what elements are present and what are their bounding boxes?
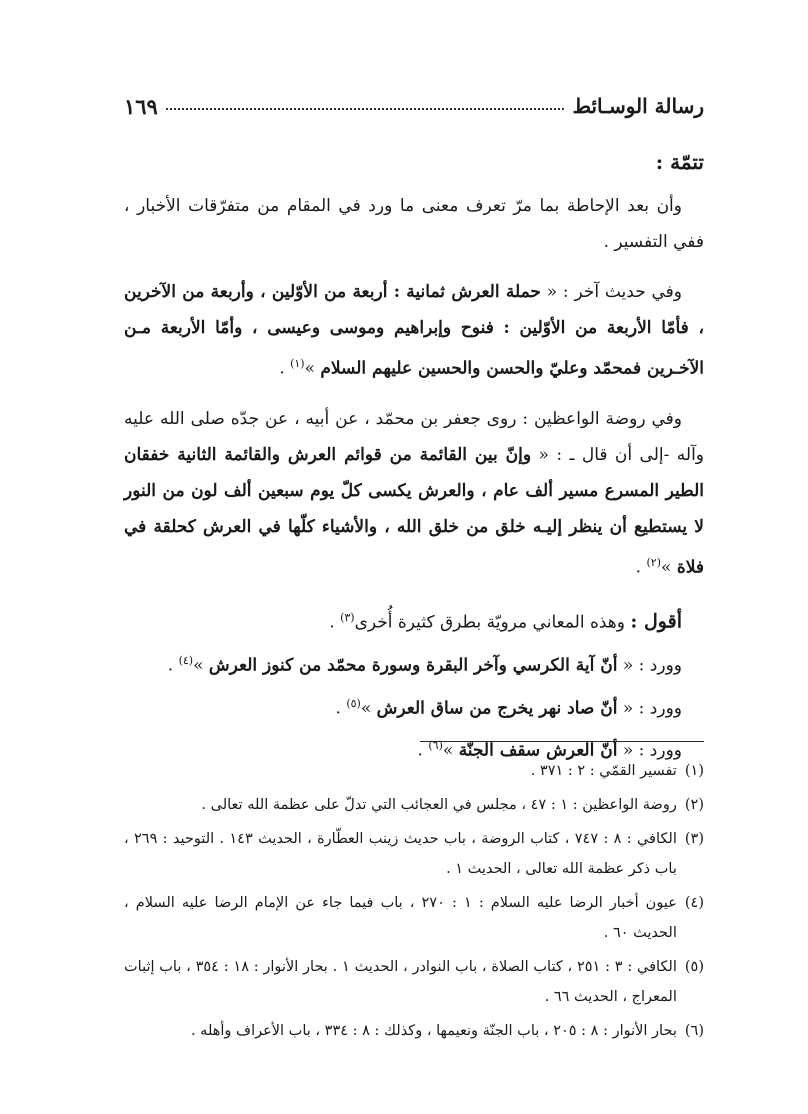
footnote-number: (٢) [684,797,704,813]
page-header [124,86,704,126]
footnote-ref[interactable]: (٢) [646,555,661,569]
paragraph-prefix: وفي حديث آخر : « [540,282,682,302]
footnote-number: (٤) [684,895,704,911]
paragraph-end: . [279,358,291,379]
footnote-number: (٦) [684,1023,704,1039]
footnote-text: روضة الواعظين : ١ : ٤٧ ، مجلس في العجائب التي تدلّ على عظمة الله تعالى . [201,797,677,813]
quote-close: » [304,358,321,379]
footnote-number: (٥) [684,959,704,975]
statement-end: . [335,698,347,719]
statement-warada-1 [124,642,704,685]
statement-text: وهذه المعاني مرويّة بطرق كثيرة أُخرى [354,612,631,633]
footnote-divider [420,741,704,742]
statement-end: . [417,740,429,761]
footnote-ref[interactable]: (٤) [178,653,194,667]
paragraph-hadith-2 [124,401,704,586]
statement-aqul [124,599,704,642]
footnote-text: تفسير القمّي : ٢ : ٣٧١ . [530,763,677,779]
paragraph-hadith-1 [124,274,704,387]
footnote-item [124,888,704,948]
footnote-item [124,824,704,884]
footnote-number: (٣) [684,831,704,847]
dot-leader [166,108,565,110]
hadith-quote: وإنّ بين القائمة من قوائم العرش والقائمة الثانية خفقان الطير المسرع مسير ألف عام ، والعرش يكسى كلّ يوم سبعين ألف لون من النور لا يستطيع أن ينظر إليـه خلق من خلق الله ، والأشياء كلّها في العرش كحلقة في فلاة [124,444,704,578]
footnote-item [124,790,704,820]
lead-word: أقول : [630,610,682,633]
statement-end: . [167,655,179,676]
quote-close: » [661,557,677,578]
statement-prefix: وورد : « [617,655,682,676]
quote-close: » [442,740,459,761]
statement-prefix: وورد : « [617,698,682,719]
footnote-text: بحار الأنوار : ٨ : ٢٠٥ ، باب الجنّة ونعيمها ، وكذلك : ٨ : ٣٣٤ ، باب الأعراف وأهله . [190,1023,677,1039]
paragraph-prefix: وفي روضة الواعظين : روى جعفر بن محمّد ، عن أبيه ، عن جدّه صلى الله عليه وآله -إلى أن قال ـ : « [124,408,705,465]
footnotes [124,756,704,1050]
quote-close: » [360,698,377,719]
statement-warada-2 [124,685,704,728]
footnote-ref[interactable]: (٣) [340,611,355,625]
footnote-ref[interactable]: (٦) [428,739,443,753]
paragraph-intro [124,188,704,260]
footnote-item [124,756,704,786]
section-heading: تتمّة : [655,150,704,174]
paragraph-end: . [635,557,647,578]
statement-end: . [329,612,341,633]
running-title: رسالة الوسـائط [572,94,704,118]
statement-prefix: وورد : « [617,740,682,761]
hadith-quote: أنّ آية الكرسي وآخر البقرة وسورة محمّد من كنوز العرش [208,655,618,676]
footnote-text: الكافي : ٨ : ٧٤٧ ، كتاب الروضة ، باب حديث زينب العطّارة ، الحديث ١٤٣ . التوحيد : ٢٦٩ ، باب ذكر عظمة الله تعالى ، الحديث ١ . [124,831,677,877]
page-number: ١٦٩ [124,93,158,119]
hadith-quote: أنّ العرش سقف الجنّة [458,740,618,761]
hadith-quote: أنّ صاد نهر يخرج من ساق العرش [376,698,618,719]
main-text [124,140,704,770]
footnote-text: الكافي : ٣ : ٢٥١ ، كتاب الصلاة ، باب النوادر ، الحديث ١ . بحار الأنوار : ١٨ : ٣٥٤ ، باب إثبات المعراج ، الحديث ٦٦ . [124,959,677,1005]
footnote-text: عيون أخبار الرضا عليه السلام : ١ : ٢٧٠ ، باب فيما جاء عن الإمام الرضا عليه السلام ، الحديث ٦٠ . [124,895,677,941]
footnote-ref[interactable]: (٥) [346,696,361,710]
paragraph-text: وأن بعد الإحاطة بما مرّ تعرف معنى ما ورد في المقام من متفرّقات الأخبار ، ففي التفسير . [124,196,704,252]
footnote-item [124,1016,704,1046]
footnote-item [124,952,704,1012]
footnote-number: (١) [684,763,704,779]
quote-close: » [193,655,209,676]
footnote-ref[interactable]: (١) [290,357,305,370]
hadith-quote: حملة العرش ثمانية : أربعة من الأوّلين ، وأربعة من الآخرين ، فأمّا الأربعة من الأوّلين : فنوح وإبراهيم وموسى وعيسى ، وأمّا الأربعة مـن الآخـرين فمحمّد وعليّ والحسن والحسين عليهم السلام [124,282,704,379]
